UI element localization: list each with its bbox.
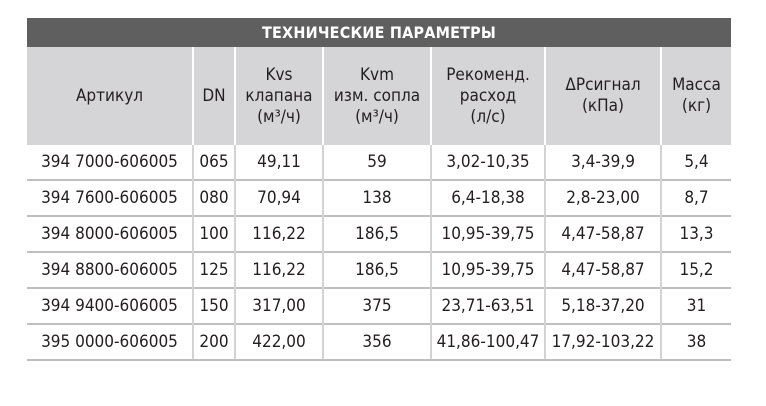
table-row: [27, 288, 731, 324]
table-cell: 10,95-39,75: [431, 252, 545, 288]
table-cell: 395 0000-606005: [27, 324, 193, 359]
table-cell: 080: [193, 180, 235, 216]
column-header-line: (м³/ч): [257, 106, 301, 127]
table-cell: 138: [323, 180, 431, 216]
column-header: [323, 47, 431, 145]
table-cell: 4,47-58,87: [545, 252, 661, 288]
table-cell: 394 8800-606005: [27, 252, 193, 288]
table-cell: 23,71-63,51: [431, 288, 545, 324]
table-cell: 31: [661, 288, 731, 324]
table-cell: 317,00: [235, 288, 323, 324]
table-cell: 41,86-100,47: [431, 324, 545, 359]
table-cell: 70,94: [235, 180, 323, 216]
column-header: [27, 47, 193, 145]
table-cell: 38: [661, 324, 731, 359]
column-header-line: (м³/ч): [355, 106, 399, 127]
column-header: [545, 47, 661, 145]
column-header-line: Масса: [672, 75, 721, 95]
column-header-line: клапана: [245, 85, 313, 106]
table-cell: 375: [323, 288, 431, 324]
column-header-line: ΔPсигнал: [565, 75, 641, 95]
column-header: [235, 47, 323, 145]
table-row: [27, 180, 731, 216]
table-cell: 3,4-39,9: [545, 145, 661, 180]
table-cell: 13,3: [661, 216, 731, 252]
table-title: ТЕХНИЧЕСКИЕ ПАРАМЕТРЫ: [27, 18, 731, 47]
column-header-line: (кг): [681, 96, 712, 116]
column-header-line: Рекоменд.: [446, 64, 530, 85]
table-cell: 394 7000-606005: [41, 152, 178, 172]
table-cell: 49,11: [235, 145, 323, 180]
table-cell: 116,22: [235, 216, 323, 252]
table-cell: 3,02-10,35: [431, 145, 545, 180]
table-cell: 59: [323, 145, 431, 180]
tech-params-table: [27, 47, 731, 359]
table-row: [27, 216, 731, 252]
table-cell: 150: [193, 288, 235, 324]
column-header: [431, 47, 545, 145]
column-header-line: расход: [459, 85, 517, 106]
table-row: [27, 252, 731, 288]
tech-params-table-block: [27, 18, 731, 361]
table-cell: 17,92-103,22: [545, 324, 661, 359]
table-cell: 4,47-58,87: [545, 216, 661, 252]
table-cell: 2,8-23,00: [545, 180, 661, 216]
column-header-line: (л/с): [470, 106, 506, 127]
table-cell: 200: [193, 324, 235, 359]
table-cell: 186,5: [323, 216, 431, 252]
table-cell: 5,4: [661, 145, 731, 180]
table-body: [27, 145, 731, 359]
column-header: [661, 47, 731, 145]
table-cell: 356: [323, 324, 431, 359]
table-cell: 394 8000-606005: [27, 216, 193, 252]
table-cell: 422,00: [235, 324, 323, 359]
table-cell: 116,22: [235, 252, 323, 288]
table-cell: 394 9400-606005: [27, 288, 193, 324]
table-cell: 10,95-39,75: [431, 216, 545, 252]
table-cell: 6,4-18,38: [431, 180, 545, 216]
column-header-line: (кПа): [581, 96, 625, 116]
table-cell: 100: [193, 216, 235, 252]
table-cell: 15,2: [661, 252, 731, 288]
table-cell: 125: [193, 252, 235, 288]
column-header-line: DN: [202, 85, 226, 106]
table-cell: 186,5: [323, 252, 431, 288]
column-header-line: Kvm: [360, 64, 394, 85]
table-cell: 394 7600-606005: [27, 180, 193, 216]
table-row: [27, 145, 731, 180]
table-cell: 5,18-37,20: [545, 288, 661, 324]
table-cell: 065: [193, 145, 235, 180]
column-header-line: изм. сопла: [333, 85, 421, 106]
bottom-rule: [27, 359, 731, 361]
column-header: [193, 47, 235, 145]
table-cell: 8,7: [661, 180, 731, 216]
column-header-line: Kvs: [265, 64, 293, 85]
column-header-line: Артикул: [75, 85, 144, 106]
header-row: [27, 47, 731, 145]
table-row: [27, 324, 731, 359]
